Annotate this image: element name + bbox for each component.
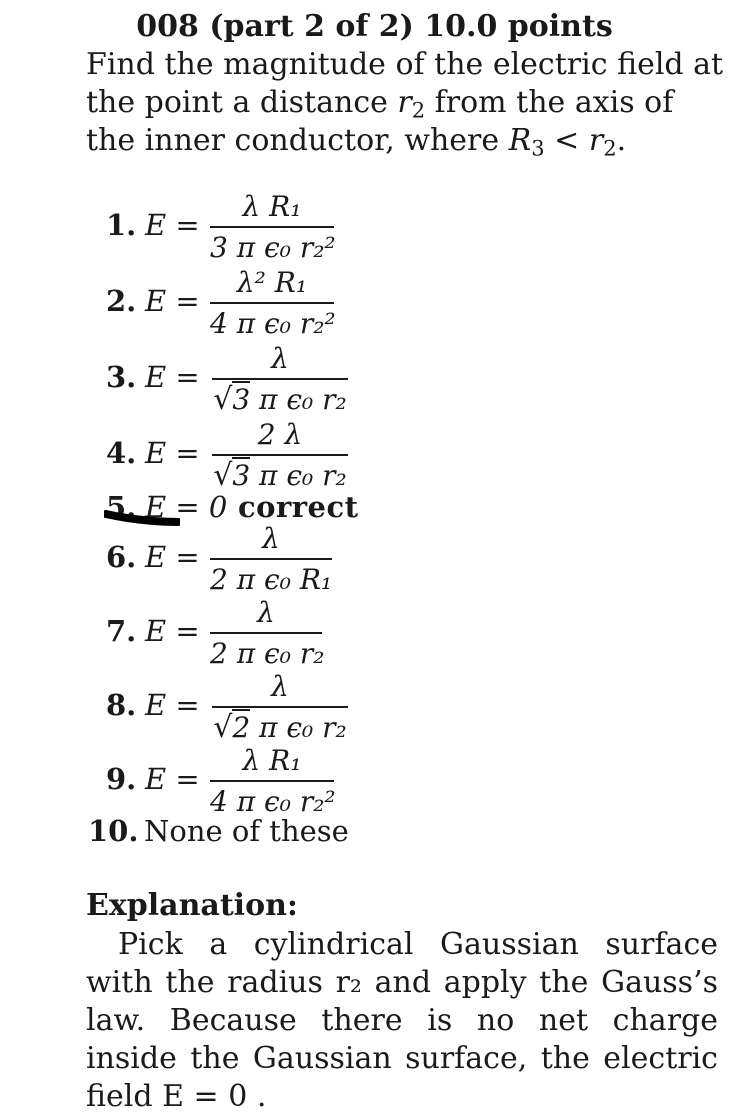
choice-lhs: E =	[145, 208, 200, 242]
r2-var: r	[397, 85, 412, 120]
fraction-bar	[212, 378, 348, 380]
fraction-denominator: 3 π ϵ₀ r₂²	[210, 231, 336, 264]
choice-number: 10.	[88, 814, 139, 848]
choice-number: 2.	[106, 284, 137, 318]
R3-var: R	[508, 123, 532, 158]
R3-sub: 3	[531, 136, 545, 161]
fraction-numerator: λ	[262, 522, 280, 555]
less-than: <	[544, 123, 589, 158]
choice-fraction	[210, 596, 325, 671]
question-text-before: Find the magnitude of the electric field at the point a distance	[86, 47, 724, 120]
choice-lhs: E =	[145, 614, 200, 648]
question-title: 008 (part 2 of 2) 10.0 points	[136, 9, 613, 44]
question-text	[86, 46, 726, 160]
fraction-denominator	[212, 383, 348, 417]
choice-8[interactable]	[0, 670, 749, 750]
radical-sign: √	[213, 382, 233, 417]
sqrt-argument: 2	[232, 711, 251, 744]
sqrt	[213, 459, 250, 493]
choice-fraction	[212, 418, 348, 493]
r2b-var: r	[588, 123, 604, 158]
choice-2[interactable]	[0, 266, 749, 346]
choice-fraction	[210, 522, 332, 597]
choice-fraction	[210, 190, 334, 265]
fraction-numerator: λ² R₁	[236, 266, 308, 299]
explanation-body: Pick a cylindrical Gaussian surface with the radius r₂ and apply the Gauss’s law. Because there is no net charge inside the Gaussian surface, the electric field E = 0 .	[86, 927, 718, 1114]
fraction-denominator	[212, 459, 348, 493]
radical-sign: √	[213, 710, 233, 745]
choice-number: 5.	[106, 490, 137, 524]
choice-lhs: E = 0	[145, 490, 228, 524]
fraction-denominator: 2 π ϵ₀ r₂	[210, 637, 325, 670]
choice-10[interactable]	[0, 814, 749, 854]
choice-fraction	[212, 342, 348, 417]
choice-number: 8.	[106, 688, 137, 722]
choice-lhs: E =	[145, 540, 200, 574]
choice-1[interactable]	[0, 190, 749, 270]
choice-lhs: E =	[145, 360, 200, 394]
fraction-numerator: λ	[271, 342, 289, 375]
fraction-denominator: 4 π ϵ₀ r₂²	[210, 785, 336, 818]
fraction-numerator: 2 λ	[257, 418, 303, 451]
r2-sub: 2	[411, 98, 426, 123]
explanation-heading: Explanation:	[86, 888, 298, 923]
sqrt	[213, 383, 250, 417]
radical-sign: √	[213, 458, 233, 493]
denominator-rest: π ϵ₀ r₂	[250, 711, 347, 744]
choice-number: 9.	[106, 762, 137, 796]
choice-number: 6.	[106, 540, 137, 574]
choice-lhs: E =	[145, 688, 200, 722]
choice-9[interactable]	[0, 744, 749, 824]
fraction-numerator: λ R₁	[242, 744, 302, 777]
choice-text: None of these	[144, 814, 349, 848]
r2b-sub: 2	[603, 136, 617, 161]
question-text-end: .	[616, 123, 627, 158]
fraction-bar	[212, 706, 348, 708]
choice-number: 1.	[106, 208, 137, 242]
fraction-denominator: 2 π ϵ₀ R₁	[210, 563, 333, 596]
choice-lhs: E =	[145, 762, 200, 796]
fraction-numerator: λ R₁	[242, 190, 302, 223]
correct-tag: correct	[238, 490, 359, 524]
choice-number: 3.	[106, 360, 137, 394]
choice-fraction	[210, 266, 334, 341]
fraction-bar	[210, 632, 322, 634]
fraction-denominator	[212, 711, 348, 745]
choice-6[interactable]	[0, 522, 749, 602]
fraction-numerator: λ	[271, 670, 289, 703]
choice-lhs: E =	[145, 436, 200, 470]
fraction-denominator: 4 π ϵ₀ r₂²	[210, 307, 336, 340]
choice-number: 4.	[106, 436, 137, 470]
denominator-rest: π ϵ₀ r₂	[250, 383, 347, 416]
choice-7[interactable]	[0, 596, 749, 676]
sqrt-argument: 3	[232, 459, 251, 492]
sqrt	[213, 711, 250, 745]
choice-3[interactable]	[0, 342, 749, 422]
choice-fraction	[212, 670, 348, 745]
fraction-numerator: λ	[257, 596, 275, 629]
choice-fraction	[210, 744, 334, 819]
fraction-bar	[210, 780, 334, 782]
question-text-middle: from the axis of the inner conductor, where	[86, 85, 674, 158]
fraction-bar	[210, 226, 334, 228]
choice-lhs: E =	[145, 284, 200, 318]
choice-number: 7.	[106, 614, 137, 648]
fraction-bar	[210, 558, 332, 560]
choice-4[interactable]	[0, 418, 749, 498]
fraction-bar	[210, 302, 334, 304]
denominator-rest: π ϵ₀ r₂	[250, 459, 347, 492]
fraction-bar	[212, 454, 348, 456]
sqrt-argument: 3	[232, 383, 251, 416]
